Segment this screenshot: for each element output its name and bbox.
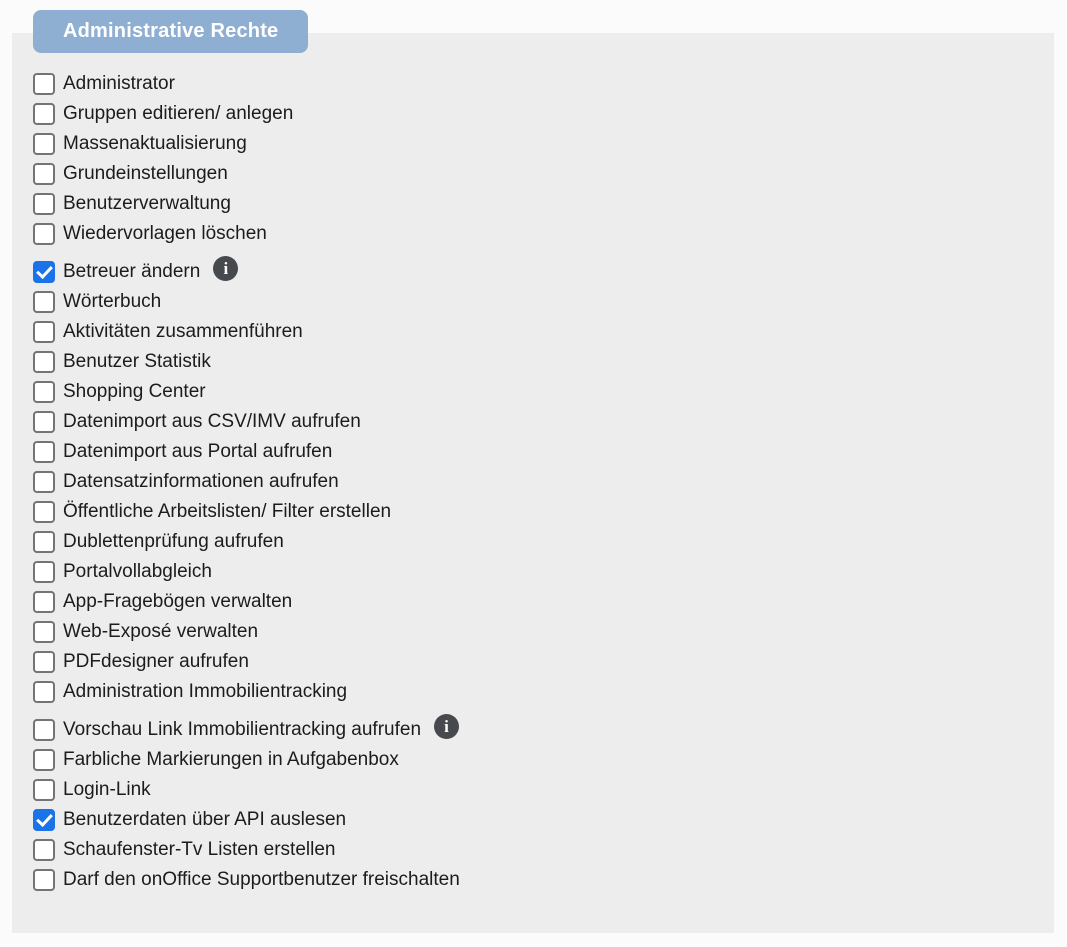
permission-row[interactable]	[33, 437, 1044, 467]
permission-label[interactable]: Schaufenster-Tv Listen erstellen	[63, 839, 336, 860]
permission-row[interactable]	[33, 467, 1044, 497]
checkbox[interactable]	[33, 163, 55, 185]
info-icon[interactable]: i	[434, 714, 459, 739]
permission-row[interactable]	[33, 159, 1044, 189]
permission-row[interactable]	[33, 257, 1044, 287]
checkbox[interactable]	[33, 561, 55, 583]
permission-label[interactable]: Portalvollabgleich	[63, 561, 212, 582]
checkbox[interactable]	[33, 719, 55, 741]
permission-row[interactable]	[33, 677, 1044, 707]
permission-row[interactable]	[33, 497, 1044, 527]
permission-row[interactable]	[33, 617, 1044, 647]
permission-row[interactable]	[33, 189, 1044, 219]
permission-label[interactable]: Web-Exposé verwalten	[63, 621, 259, 642]
permission-label[interactable]: Shopping Center	[63, 381, 206, 402]
permission-label[interactable]: Wörterbuch	[63, 291, 162, 312]
permission-row[interactable]	[33, 69, 1044, 99]
checkbox[interactable]	[33, 779, 55, 801]
checkbox[interactable]	[33, 321, 55, 343]
checkbox[interactable]	[33, 351, 55, 373]
checkbox[interactable]	[33, 839, 55, 861]
checkbox[interactable]	[33, 261, 55, 283]
checkbox[interactable]	[33, 471, 55, 493]
section-tab-administrative-rechte	[33, 10, 308, 53]
permission-row[interactable]	[33, 377, 1044, 407]
info-icon[interactable]: i	[213, 256, 238, 281]
permission-row[interactable]	[33, 129, 1044, 159]
checkbox[interactable]	[33, 103, 55, 125]
permission-label[interactable]: Benutzerverwaltung	[63, 193, 231, 214]
permission-label[interactable]: Administration Immobilientracking	[63, 681, 348, 702]
permission-row[interactable]	[33, 647, 1044, 677]
permission-row[interactable]	[33, 527, 1044, 557]
checkbox[interactable]	[33, 381, 55, 403]
permission-label[interactable]: Benutzer Statistik	[63, 351, 211, 372]
permission-label[interactable]: App-Fragebögen verwalten	[63, 591, 293, 612]
checkbox[interactable]	[33, 809, 55, 831]
permission-label[interactable]: Betreuer ändern	[63, 261, 201, 282]
permission-row[interactable]	[33, 587, 1044, 617]
checkbox[interactable]	[33, 133, 55, 155]
checkbox[interactable]	[33, 291, 55, 313]
permission-row[interactable]	[33, 715, 1044, 745]
checkbox[interactable]	[33, 681, 55, 703]
permission-label[interactable]: Darf den onOffice Supportbenutzer freischalten	[63, 869, 460, 890]
permission-row[interactable]	[33, 557, 1044, 587]
permission-label[interactable]: Datenimport aus CSV/IMV aufrufen	[63, 411, 361, 432]
permission-label[interactable]: Gruppen editieren/ anlegen	[63, 103, 294, 124]
permission-label[interactable]: Aktivitäten zusammenführen	[63, 321, 303, 342]
permission-row[interactable]	[33, 835, 1044, 865]
permission-row[interactable]	[33, 775, 1044, 805]
checkbox[interactable]	[33, 621, 55, 643]
permission-label[interactable]: PDFdesigner aufrufen	[63, 651, 249, 672]
permission-label[interactable]: Dublettenprüfung aufrufen	[63, 531, 284, 552]
permission-label[interactable]: Farbliche Markierungen in Aufgabenbox	[63, 749, 399, 770]
permission-label[interactable]: Administrator	[63, 73, 175, 94]
permission-row[interactable]	[33, 805, 1044, 835]
permission-row[interactable]	[33, 745, 1044, 775]
permission-row[interactable]	[33, 347, 1044, 377]
permissions-list	[33, 69, 1044, 895]
checkbox[interactable]	[33, 73, 55, 95]
checkbox[interactable]	[33, 223, 55, 245]
permission-label[interactable]: Vorschau Link Immobilientracking aufrufen	[63, 719, 422, 740]
permission-row[interactable]	[33, 865, 1044, 895]
checkbox[interactable]	[33, 591, 55, 613]
permission-row[interactable]	[33, 99, 1044, 129]
permission-row[interactable]	[33, 287, 1044, 317]
checkbox[interactable]	[33, 501, 55, 523]
permission-label[interactable]: Wiedervorlagen löschen	[63, 223, 267, 244]
checkbox[interactable]	[33, 411, 55, 433]
checkbox[interactable]	[33, 531, 55, 553]
checkbox[interactable]	[33, 441, 55, 463]
permission-label[interactable]: Datenimport aus Portal aufrufen	[63, 441, 333, 462]
checkbox[interactable]	[33, 749, 55, 771]
permission-row[interactable]	[33, 219, 1044, 249]
checkbox[interactable]	[33, 193, 55, 215]
permission-label[interactable]: Benutzerdaten über API auslesen	[63, 809, 347, 830]
permissions-panel	[12, 33, 1054, 933]
permission-row[interactable]	[33, 407, 1044, 437]
checkbox[interactable]	[33, 869, 55, 891]
section-title: Administrative Rechte	[63, 20, 279, 42]
permission-label[interactable]: Login-Link	[63, 779, 151, 800]
permission-label[interactable]: Massenaktualisierung	[63, 133, 247, 154]
permission-label[interactable]: Datensatzinformationen aufrufen	[63, 471, 339, 492]
permission-row[interactable]	[33, 317, 1044, 347]
checkbox[interactable]	[33, 651, 55, 673]
permission-label[interactable]: Öffentliche Arbeitslisten/ Filter erstellen	[63, 501, 392, 522]
permission-label[interactable]: Grundeinstellungen	[63, 163, 228, 184]
